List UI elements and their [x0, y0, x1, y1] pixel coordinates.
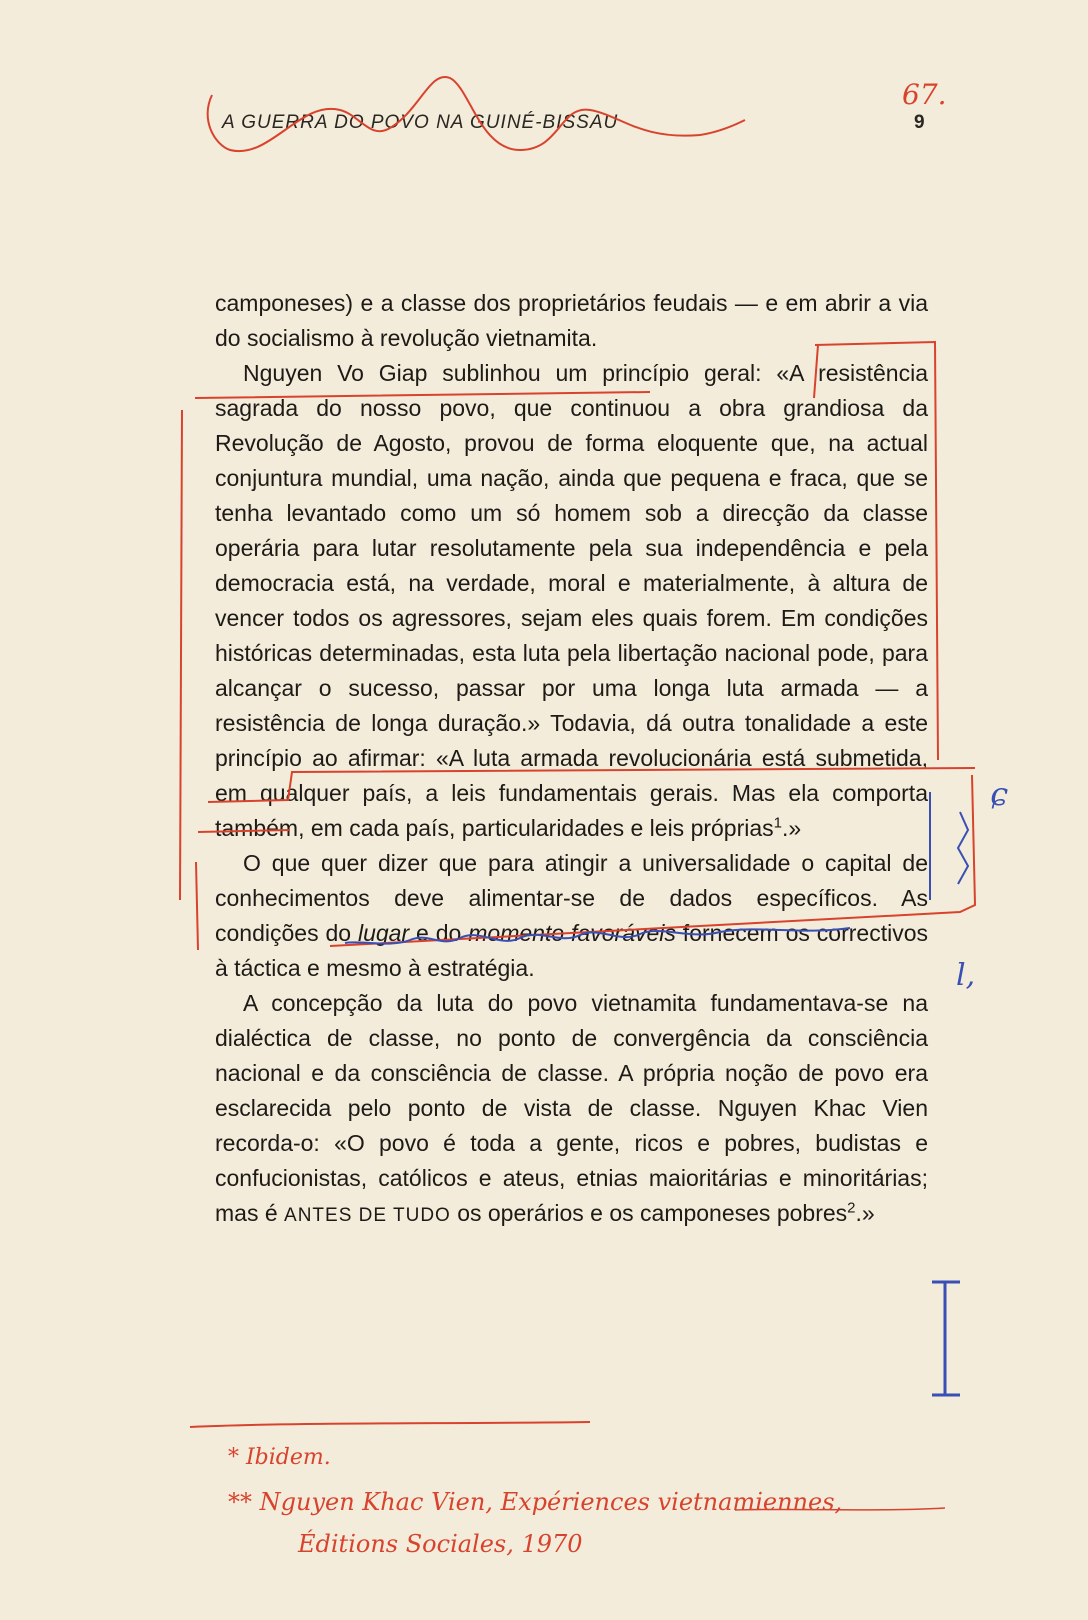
footnote-ref-1: 1	[773, 814, 783, 832]
emphasis-lugar: lugar	[357, 920, 410, 946]
right-margin-bracket-blue	[932, 1282, 960, 1395]
handwritten-footnote-2-line-1: ** Nguyen Khac Vien, Expériences vietnamiennes,	[228, 1488, 843, 1516]
paragraph-4-text-b: os operários e os camponeses pobres	[450, 1200, 848, 1226]
handwritten-footnote-2-line-2: Éditions Sociales, 1970	[298, 1530, 583, 1558]
paragraph-2	[215, 356, 928, 846]
running-title: A GUERRA DO POVO NA GUINÉ-BISSAU	[222, 112, 619, 133]
printed-page-number: 9	[914, 112, 925, 133]
margin-mark-blue-2: l,	[956, 958, 976, 993]
paragraph-3-text-a: O que quer dizer que para atingir a universalidade o capital de conhecimentos deve alimentar-se de dados específicos. As condições do	[215, 850, 928, 946]
paragraph-4-end: .»	[855, 1200, 875, 1226]
paragraph-3-text-c: fornecem os correctivos à táctica e mesmo à estratégia.	[215, 920, 928, 981]
paragraph-1: camponeses) e a classe dos proprietários feudais — e em abrir a via do socialismo à revolução vietnamita.	[215, 290, 928, 351]
footnote-separator	[190, 1422, 590, 1427]
paragraph-3-text-b: e do	[409, 920, 469, 946]
handwritten-footnote-1: * Ibidem.	[228, 1445, 331, 1470]
small-caps-emphasis: ANTES DE TUDO	[284, 1205, 451, 1226]
quote-box-left	[180, 410, 182, 900]
paragraph-3	[215, 846, 928, 986]
emphasis-momento: momento favoráveis	[468, 920, 676, 946]
footnote-ref-2: 2	[847, 1199, 856, 1217]
body-text	[215, 286, 928, 1233]
margin-mark-blue: ɕ	[990, 775, 1008, 813]
paragraph-4	[215, 986, 928, 1233]
bracket-margin-blue	[930, 792, 968, 900]
paragraph-4-text-a: A concepção da luta do povo vietnamita fundamentava-se na dialéctica de classe, no ponto de convergência da consciência nacional e da consciência de classe. A própria noção de povo era esclarecida pelo ponto de vista de classe. Nguyen Khac Vien recorda-o: «O povo é toda a gente, ricos e pobres, budistas e confucionistas, católicos e ateus, etnias maioritárias e minoritárias; mas é	[215, 990, 928, 1226]
paragraph-2-end: .»	[782, 815, 802, 841]
paragraph-2-text: Nguyen Vo Giap sublinhou um princípio geral: «A resistência sagrada do nosso povo, que continuou a obra grandiosa da Revolução de Agosto, provou de forma eloquente que, na actual conjuntura mundial, uma nação, ainda que pequena e fraca, que se tenha levantado como um só homem sob a direcção da classe operária para lutar resolutamente pela sua independência e pela democracia está, na verdade, moral e materialmente, à altura de vencer todos os agressores, sejam eles quais forem. Em condições históricas determinadas, esta luta pela libertação nacional pode, para alcançar o sucesso, passar por uma longa luta armada — a resistência de longa duração.» Todavia, dá outra tonalidade a este princípio ao afirmar: «A luta armada revolucionária está submetida, em qualquer país, a leis fundamentais gerais. Mas ela comporta também, em cada país, particularidades e leis próprias	[215, 360, 928, 841]
handwritten-page-number: 67.	[902, 78, 947, 111]
